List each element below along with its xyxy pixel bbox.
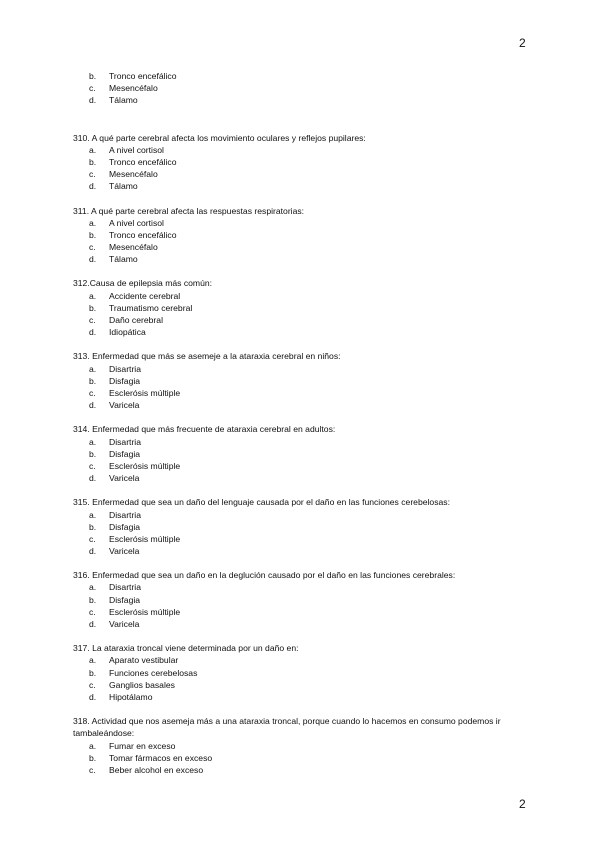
answer-option [73, 94, 513, 106]
question-text: 312.Causa de epilepsia más común: [73, 278, 213, 289]
answer-option [73, 740, 513, 752]
answer-option [73, 156, 513, 168]
option-letter: a. [89, 509, 97, 520]
option-text: Esclerósis múltiple [109, 606, 181, 617]
question-block [73, 423, 513, 484]
answer-option [73, 375, 513, 387]
question-block [73, 277, 513, 338]
option-letter: b. [89, 521, 97, 532]
answer-option [73, 521, 513, 533]
option-letter: a. [89, 363, 97, 374]
option-letter: c. [89, 169, 96, 180]
option-letter: d. [89, 400, 97, 411]
answer-option [73, 82, 513, 94]
answer-option [73, 326, 513, 338]
answer-option [73, 509, 513, 521]
option-text: Tomar fármacos en exceso [109, 752, 213, 763]
option-text: A nivel cortisol [109, 144, 164, 155]
answer-option [73, 70, 513, 82]
question-list [73, 132, 513, 777]
question-text: 311. A qué parte cerebral afecta las respuestas respiratorias: [73, 205, 305, 216]
question-block [73, 350, 513, 411]
answer-option [73, 436, 513, 448]
option-letter: b. [89, 375, 97, 386]
answer-option [73, 764, 513, 776]
option-text: Ganglios basales [109, 679, 175, 690]
answer-option [73, 217, 513, 229]
option-letter: c. [89, 460, 96, 471]
option-text: Disartria [109, 582, 141, 593]
question-block [73, 715, 513, 776]
option-letter: d. [89, 619, 97, 630]
option-text: Esclerósis múltiple [109, 460, 181, 471]
answer-option [73, 606, 513, 618]
document-body [73, 70, 513, 776]
answer-option [73, 472, 513, 484]
option-text: Mesencéfalo [109, 83, 158, 94]
option-letter: c. [89, 315, 96, 326]
option-letter: d. [89, 95, 97, 106]
option-letter: a. [89, 655, 97, 666]
option-text: Idiopática [109, 327, 146, 338]
option-text: Tálamo [109, 254, 138, 265]
option-letter: d. [89, 546, 97, 557]
option-letter: c. [89, 679, 96, 690]
question-text: 314. Enfermedad que más frecuente de ataraxia cerebral en adultos: [73, 424, 336, 435]
option-letter: a. [89, 436, 97, 447]
option-text: Tálamo [109, 95, 138, 106]
answer-option [73, 387, 513, 399]
question-text: 316. Enfermedad que sea un daño en la deglución causado por el daño en las funciones cerebrales: [73, 570, 456, 581]
answer-option [73, 667, 513, 679]
option-text: Mesencéfalo [109, 169, 158, 180]
answer-option [73, 302, 513, 314]
answer-option [73, 229, 513, 241]
option-text: Aparato vestibular [109, 655, 179, 666]
answer-option [73, 618, 513, 630]
option-text: A nivel cortisol [109, 217, 164, 228]
option-text: Beber alcohol en exceso [109, 764, 204, 775]
option-letter: b. [89, 448, 97, 459]
option-text: Disfagia [109, 448, 141, 459]
answer-option [73, 399, 513, 411]
option-text: Traumatismo cerebral [109, 302, 193, 313]
question-block [73, 205, 513, 266]
question-text: 310. A qué parte cerebral afecta los movimiento oculares y reflejos pupilares: [73, 132, 366, 143]
option-text: Disfagia [109, 375, 141, 386]
answer-option [73, 290, 513, 302]
option-letter: a. [89, 290, 97, 301]
option-text: Fumar en exceso [109, 740, 176, 751]
option-text: Tronco encefálico [109, 71, 177, 81]
question-text: 317. La ataraxia troncal viene determinada por un daño en: [73, 643, 299, 654]
option-letter: c. [89, 606, 96, 617]
option-text: Esclerósis múltiple [109, 388, 181, 398]
option-text: Mesencéfalo [109, 242, 158, 253]
option-letter: c. [89, 83, 96, 94]
option-text: Disartria [109, 363, 141, 374]
option-letter: a. [89, 217, 97, 228]
answer-option [73, 448, 513, 460]
answer-option [73, 168, 513, 180]
option-letter: b. [89, 156, 97, 167]
answer-option [73, 545, 513, 557]
answer-option [73, 180, 513, 192]
option-text: Hipotálamo [109, 692, 153, 702]
option-text: Daño cerebral [109, 315, 163, 326]
answer-option [73, 241, 513, 253]
question-block [73, 569, 513, 630]
option-letter: a. [89, 582, 97, 593]
option-letter: b. [89, 667, 97, 678]
question-block [73, 642, 513, 703]
answer-option [73, 581, 513, 593]
option-text: Varicela [109, 619, 140, 630]
option-letter: b. [89, 229, 97, 240]
option-letter: c. [89, 242, 96, 253]
option-letter: b. [89, 752, 97, 763]
option-letter: d. [89, 181, 97, 192]
continuation-options [73, 70, 513, 107]
option-text: Disartria [109, 509, 141, 520]
option-text: Tronco encefálico [109, 229, 177, 240]
option-text: Disfagia [109, 521, 141, 532]
option-text: Varicela [109, 400, 140, 411]
option-text: Disfagia [109, 594, 141, 605]
option-letter: b. [89, 302, 97, 313]
answer-option [73, 691, 513, 703]
option-letter: a. [89, 740, 97, 751]
answer-option [73, 253, 513, 265]
answer-option [73, 314, 513, 326]
option-text: Varicela [109, 473, 140, 484]
answer-option [73, 144, 513, 156]
option-letter: d. [89, 692, 97, 702]
answer-option [73, 533, 513, 545]
question-text: 318. Actividad que nos asemeja más a una ataraxia troncal, porque cuando lo hacemos en consumo podemos ir tambaleándose: [73, 716, 501, 739]
option-letter: c. [89, 388, 96, 398]
option-text: Varicela [109, 546, 140, 557]
option-letter: c. [89, 533, 96, 544]
page-number-bottom: 2 [519, 797, 526, 811]
option-letter: d. [89, 254, 97, 265]
option-text: Funciones cerebelosas [109, 667, 198, 678]
option-letter: c. [89, 764, 96, 775]
option-letter: b. [89, 594, 97, 605]
option-letter: d. [89, 327, 97, 338]
option-text: Disartria [109, 436, 141, 447]
question-text: 315. Enfermedad que sea un daño del lenguaje causada por el daño en las funciones cerebelosas: [73, 497, 450, 508]
option-text: Tálamo [109, 181, 138, 192]
page-number-top: 2 [519, 36, 526, 50]
option-letter: d. [89, 473, 97, 484]
question-text: 313. Enfermedad que más se asemeje a la ataraxia cerebral en niños: [73, 351, 341, 362]
question-block [73, 132, 513, 193]
answer-option [73, 460, 513, 472]
answer-option [73, 654, 513, 666]
option-text: Accidente cerebral [109, 290, 181, 301]
answer-option [73, 594, 513, 606]
option-text: Tronco encefálico [109, 156, 177, 167]
answer-option [73, 752, 513, 764]
answer-option [73, 679, 513, 691]
question-block [73, 496, 513, 557]
option-text: Esclerósis múltiple [109, 533, 181, 544]
option-letter: b. [89, 71, 97, 81]
answer-option [73, 363, 513, 375]
option-letter: a. [89, 144, 97, 155]
